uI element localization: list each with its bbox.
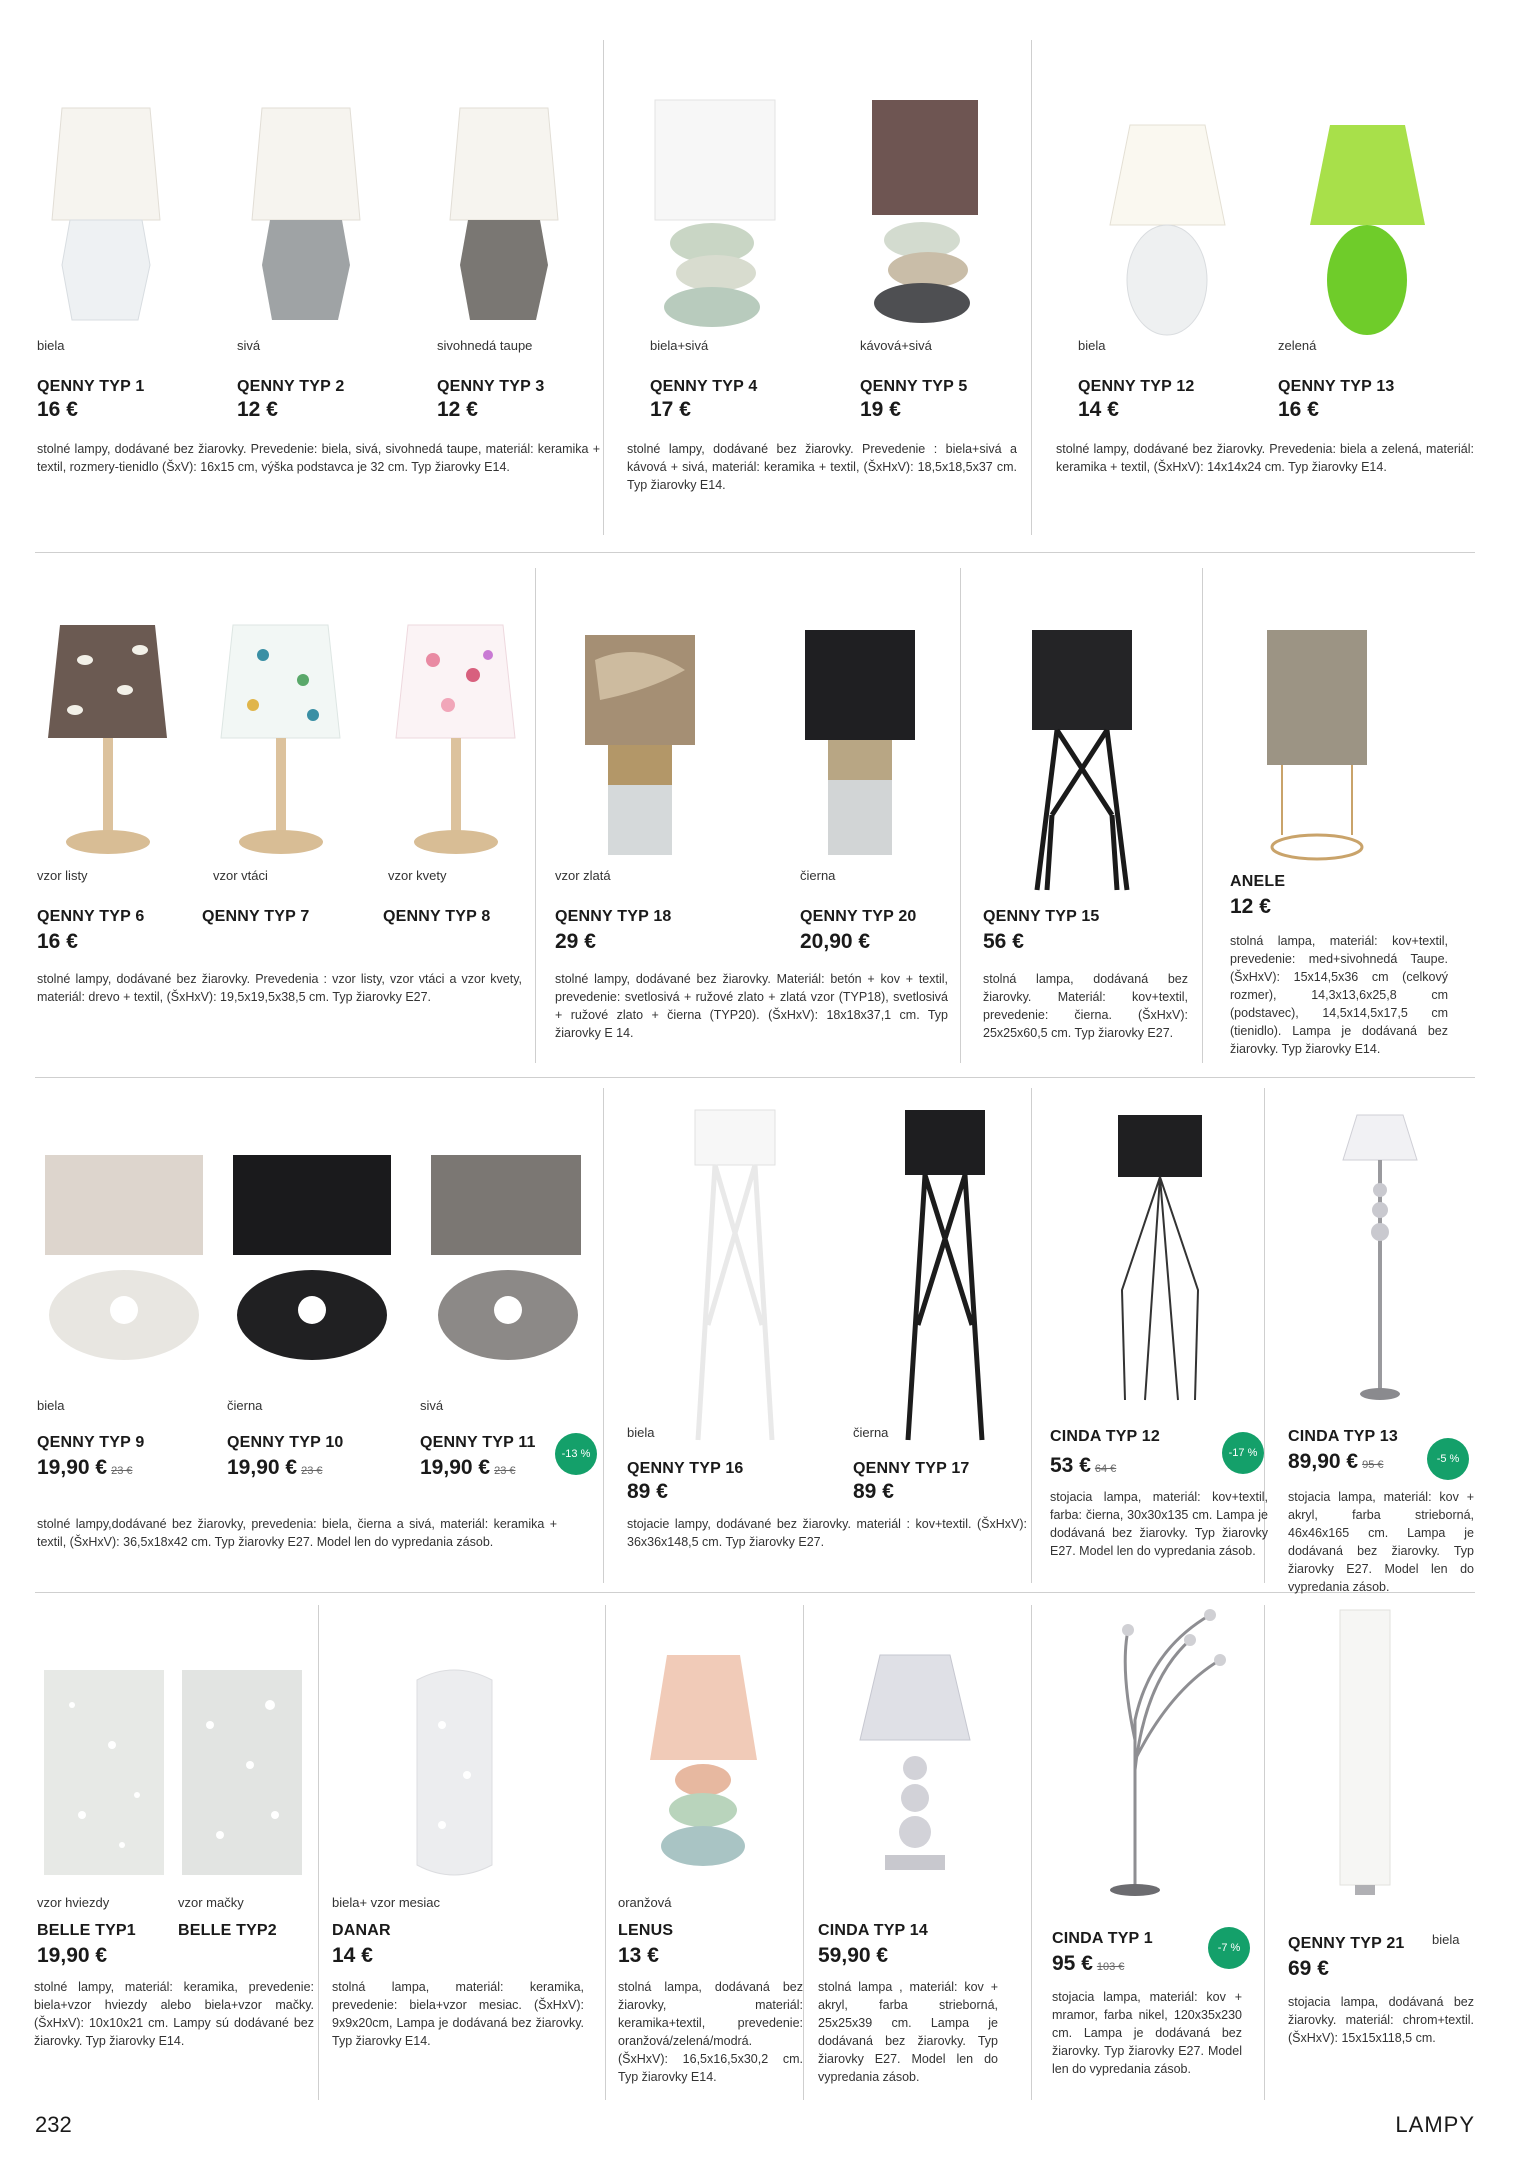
lamp-image — [690, 1105, 780, 1445]
discount-badge: -13 % — [555, 1433, 597, 1475]
product-name: ANELE — [1230, 873, 1286, 890]
divider — [1031, 40, 1032, 535]
product-price: 14 € — [1078, 398, 1119, 421]
divider — [1031, 1605, 1032, 2100]
lamp-image — [900, 1105, 990, 1445]
divider — [35, 1592, 1475, 1593]
lamp-image — [250, 100, 370, 330]
product-name: QENNY TYP 17 — [853, 1460, 970, 1477]
divider — [35, 1077, 1475, 1078]
product-price: 89 € — [627, 1480, 668, 1503]
product-price: 59,90 € — [818, 1944, 889, 1967]
product-price: 56 € — [983, 930, 1024, 953]
product-name: QENNY TYP 4 — [650, 378, 758, 395]
product-price: 14 € — [332, 1944, 373, 1967]
product-description: stolné lampy, dodávané bez žiarovky. Materiál: betón + kov + textil, prevedenie: svetlosivá + ružové zlato + zlatá vzor (TYP18), svetlosivá + ružové zlato + čierna (TYP20). (ŠxHxV): 18x18x37,1 cm. Typ žiarovky E 14. — [555, 972, 948, 1040]
product-description: stojacie lampy, dodávané bez žiarovky. materiál : kov+textil. (ŠxHxV): 36x36x148,5 cm. Typ žiarovky E27. — [627, 1517, 1027, 1549]
product-description: stolná lampa, dodávaná bez žiarovky, materiál: keramika+textil, prevedenie: oranžová/zelená/modrá. (ŠxHxV): 16,5x16,5x30,2 cm. Typ žiarovky E14. — [618, 1980, 803, 2084]
divider — [603, 1088, 604, 1583]
product-price: 19,90 € — [37, 1944, 108, 1967]
product-price: 19 € — [860, 398, 901, 421]
product-price: 13 € — [618, 1944, 659, 1967]
divider — [605, 1605, 606, 2100]
product-price: 12 € — [437, 398, 478, 421]
lamp-image — [860, 95, 990, 330]
product-name: CINDA TYP 12 — [1050, 1428, 1160, 1445]
product-description: stolné lampy, materiál: keramika, prevedenie: biela+vzor hviezdy alebo biela+vzor mačky. (ŠxHxV): 10x10x21 cm. Lampy sú dodávané bez žiarovky. Typ žiarovky E14. — [34, 1980, 314, 2048]
old-price: 64 € — [1094, 1463, 1117, 1475]
product-price: 16 € — [37, 398, 78, 421]
variant-label: biela — [1432, 1932, 1460, 1947]
product-price: 12 € — [1230, 895, 1271, 918]
lamp-image — [448, 100, 568, 330]
lamp-image — [1335, 1110, 1425, 1410]
product-description: stolná lampa, materiál: keramika, prevedenie: biela+vzor mesiac. (ŠxHxV): 9x9x20cm, Lampa je dodávaná bez žiarovky. Typ žiarovky E14. — [332, 1980, 584, 2048]
product-name: DANAR — [332, 1922, 391, 1939]
product-price: 19,90 € 23 € — [37, 1456, 133, 1479]
product-name: QENNY TYP 5 — [860, 378, 968, 395]
lamp-image — [393, 620, 523, 860]
lamp-image — [1105, 120, 1235, 330]
product-description: stojacia lampa, materiál: kov + mramor, farba nikel, 120x35x230 cm. Lampa je dodávaná bez žiarovky. Typ žiarovky E27. Model len do vypredania zásob. — [1052, 1990, 1242, 2076]
product-price: 89,90 € 95 € — [1288, 1450, 1384, 1473]
product-name: QENNY TYP 2 — [237, 378, 345, 395]
product-description: stolná lampa, dodávaná bez žiarovky. Materiál: kov+textil, prevedenie: čierna. (ŠxHxV): 25x25x60,5 cm. Typ žiarovky E27. — [983, 972, 1188, 1040]
old-price: 23 € — [301, 1465, 323, 1477]
old-price: 95 € — [1362, 1459, 1384, 1471]
divider — [318, 1605, 319, 2100]
variant-label: biela — [1078, 338, 1106, 353]
old-price: 23 € — [494, 1465, 516, 1477]
variant-label: zelená — [1278, 338, 1317, 353]
lamp-image — [412, 1665, 497, 1885]
product-name: LENUS — [618, 1922, 674, 1939]
variant-label: sivá — [420, 1398, 444, 1413]
variant-label: biela+ vzor mesiac — [332, 1895, 441, 1910]
product-name: CINDA TYP 1 — [1052, 1930, 1153, 1947]
discount-badge: -5 % — [1427, 1438, 1469, 1480]
product-name: QENNY TYP 1 — [37, 378, 145, 395]
discount-badge: -17 % — [1222, 1432, 1264, 1474]
product-price: 20,90 € — [800, 930, 871, 953]
divider — [603, 40, 604, 535]
product-name: QENNY TYP 11 — [420, 1434, 536, 1451]
product-name: QENNY TYP 20 — [800, 908, 917, 925]
variant-label: vzor listy — [37, 868, 88, 883]
lamp-image — [42, 1150, 207, 1360]
product-name: BELLE TYP1 — [37, 1922, 136, 1939]
lamp-image — [1335, 1605, 1395, 1905]
lamp-image — [650, 95, 780, 330]
lamp-image — [645, 1650, 765, 1890]
product-price: 89 € — [853, 1480, 894, 1503]
product-price: 29 € — [555, 930, 596, 953]
discount-badge: -7 % — [1208, 1927, 1250, 1969]
lamp-image — [855, 1650, 975, 1880]
product-name: QENNY TYP 7 — [202, 908, 310, 925]
lamp-image — [580, 630, 700, 865]
variant-label: vzor kvety — [388, 868, 447, 883]
variant-label: vzor zlatá — [555, 868, 611, 883]
variant-label: biela — [37, 1398, 65, 1413]
divider — [1202, 568, 1203, 1063]
lamp-image — [180, 1665, 305, 1880]
product-name: QENNY TYP 3 — [437, 378, 545, 395]
lamp-image — [218, 620, 348, 860]
product-price: 17 € — [650, 398, 691, 421]
product-name: CINDA TYP 13 — [1288, 1428, 1398, 1445]
product-name: QENNY TYP 13 — [1278, 378, 1395, 395]
divider — [1031, 1088, 1032, 1583]
product-price: 16 € — [1278, 398, 1319, 421]
product-name: QENNY TYP 18 — [555, 908, 672, 925]
product-price: 69 € — [1288, 1957, 1329, 1980]
product-description: stolná lampa , materiál: kov + akryl, farba strieborná, 25x25x39 cm. Lampa je dodávaná bez žiarovky. Typ žiarovky E27. Model len do vypredania zásob. — [818, 1980, 998, 2084]
variant-label: vzor hviezdy — [37, 1895, 110, 1910]
variant-label: biela — [627, 1425, 655, 1440]
variant-label: biela — [37, 338, 65, 353]
lamp-image — [1110, 1110, 1210, 1410]
divider — [535, 568, 536, 1063]
product-description: stolná lampa, materiál: kov+textil, prevedenie: med+sivohnedá Taupe. (ŠxHxV): 15x14,5x36 cm (celkový rozmer), 14,3x13,6x25,8 cm (podstavec), 14,5x14,5x17,5 cm (tienidlo). Lampa je dodávaná bez žiarovky. Typ žiarovky E14. — [1230, 934, 1448, 1056]
divider — [803, 1605, 804, 2100]
lamp-image — [1090, 1600, 1230, 1895]
variant-label: vzor vtáci — [213, 868, 268, 883]
product-description: stolné lampy,dodávané bez žiarovky, prevedenia: biela, čierna a sivá, materiál: keramika + textil, (ŠxHxV): 36,5x18x42 cm. Typ žiarovky E27. Model len do vypredania zásob. — [37, 1517, 557, 1549]
product-price: 53 € 64 € — [1050, 1454, 1117, 1477]
old-price: 23 € — [111, 1465, 133, 1477]
variant-label: biela+sivá — [650, 338, 709, 353]
product-price: 12 € — [237, 398, 278, 421]
lamp-image — [42, 1665, 167, 1880]
product-name: QENNY TYP 6 — [37, 908, 145, 925]
product-name: QENNY TYP 10 — [227, 1434, 344, 1451]
divider — [1264, 1605, 1265, 2100]
lamp-image — [1262, 625, 1372, 865]
product-name: QENNY TYP 9 — [37, 1434, 145, 1451]
product-price: 95 € 103 € — [1052, 1952, 1125, 1975]
lamp-image — [800, 625, 920, 865]
lamp-image — [45, 620, 175, 860]
product-description: stojacia lampa, materiál: kov + akryl, farba strieborná, 46x46x165 cm. Lampa je dodávaná bez žiarovky. Typ žiarovky E27. Model len do vypredania zásob. — [1288, 1490, 1474, 1594]
lamp-image — [1305, 120, 1435, 330]
product-name: QENNY TYP 21 — [1288, 1935, 1405, 1952]
product-price: 19,90 € 23 € — [227, 1456, 323, 1479]
product-name: QENNY TYP 8 — [383, 908, 491, 925]
variant-label: oranžová — [618, 1895, 672, 1910]
lamp-image — [50, 100, 170, 330]
divider — [960, 568, 961, 1063]
lamp-image — [428, 1150, 593, 1360]
product-name: CINDA TYP 14 — [818, 1922, 928, 1939]
product-description: stolné lampy, dodávané bez žiarovky. Prevedenie : biela+sivá a kávová + sivá, materiál: keramika + textil, (ŠxHxV): 18,5x18,5x37 cm. Typ žiarovky E14. — [627, 442, 1017, 492]
variant-label: vzor mačky — [178, 1895, 244, 1910]
product-name: BELLE TYP2 — [178, 1922, 277, 1939]
divider — [35, 552, 1475, 553]
old-price: 103 € — [1096, 1961, 1125, 1973]
product-description: stolné lampy, dodávané bez žiarovky. Prevedenie: biela, sivá, sivohnedá taupe, materiál: keramika + textil, rozmery-tienidlo (ŠxV): 16x15 cm, výška podstavca je 32 cm. Typ žiarovky E14. — [37, 442, 600, 474]
lamp-image — [230, 1150, 395, 1360]
section-title: LAMPY — [1395, 2112, 1475, 2137]
variant-label: čierna — [227, 1398, 263, 1413]
product-description: stolné lampy, dodávané bez žiarovky. Prevedenia: biela a zelená, materiál: keramika + textil, (ŠxHxV): 14x14x24 cm. Typ žiarovky E14. — [1056, 442, 1474, 474]
product-price: 19,90 € 23 € — [420, 1456, 516, 1479]
product-name: QENNY TYP 16 — [627, 1460, 744, 1477]
page-number: 232 — [35, 2112, 72, 2137]
variant-label: sivá — [237, 338, 261, 353]
variant-label: čierna — [800, 868, 836, 883]
product-name: QENNY TYP 15 — [983, 908, 1100, 925]
product-description: stojacia lampa, dodávaná bez žiarovky. materiál: chrom+textil.(ŠxHxV): 15x15x118,5 cm. — [1288, 1995, 1474, 2045]
product-price: 16 € — [37, 930, 78, 953]
product-description: stojacia lampa, materiál: kov+textil, farba: čierna, 30x30x135 cm. Lampa je dodávaná bez žiarovky. Typ žiarovky E27. Model len do vypredania zásob. — [1050, 1490, 1268, 1558]
variant-label: čierna — [853, 1425, 889, 1440]
variant-label: kávová+sivá — [860, 338, 932, 353]
variant-label: sivohnedá taupe — [437, 338, 533, 353]
lamp-image — [1022, 625, 1142, 900]
product-name: QENNY TYP 12 — [1078, 378, 1195, 395]
product-description: stolné lampy, dodávané bez žiarovky. Prevedenia : vzor listy, vzor vtáci a vzor kvety, materiál: drevo + textil, (ŠxHxV): 19,5x19,5x38,5 cm. Typ žiarovky E27. — [37, 972, 522, 1004]
